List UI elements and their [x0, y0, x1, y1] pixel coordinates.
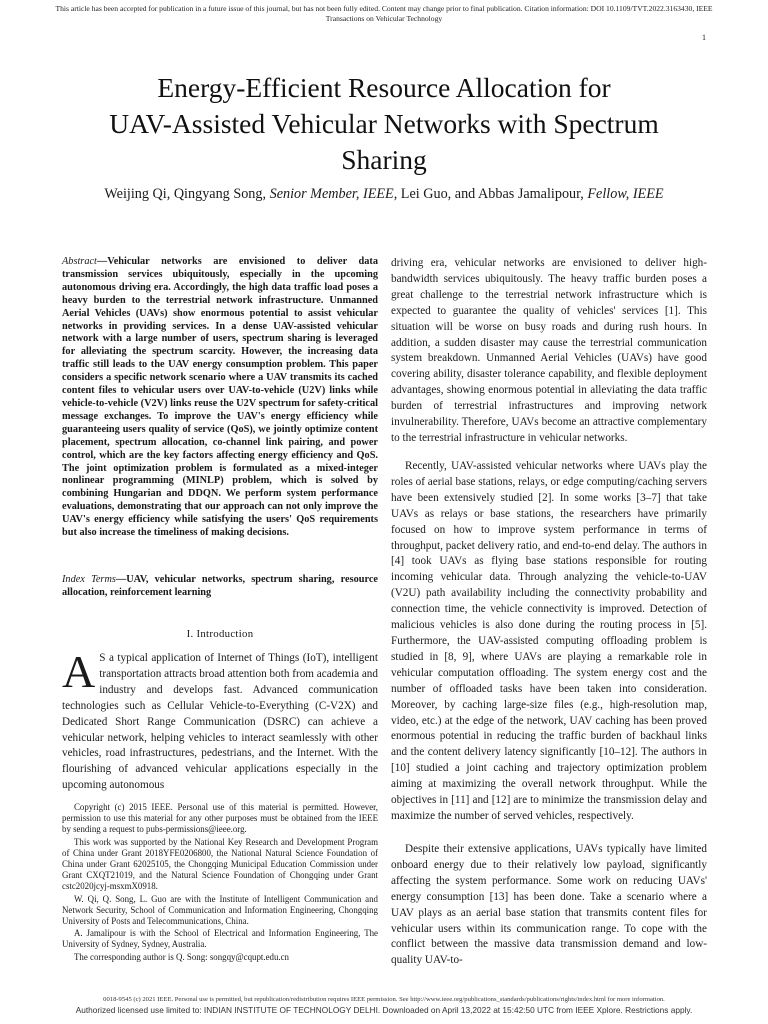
notice-line-2: Transactions on Vehicular Technology — [325, 13, 443, 23]
footnote-copyright: Copyright (c) 2015 IEEE. Personal use of this material is permitted. However, permission to use this material for any other purposes must be obtained from the IEEE by sending a request to pubs-permissions@ieee.org. — [62, 802, 378, 835]
abstract-lead: Abstract — [62, 256, 97, 267]
author-role-fellow: Fellow, IEEE — [587, 186, 664, 202]
page-number: 1 — [702, 33, 706, 42]
footnotes — [62, 802, 378, 963]
right-paragraph-2: Recently, UAV-assisted vehicular networks where UAVs play the roles of aerial base stations, relays, or edge computing/caching servers have been extensively studied [2]. In some works [3–7] that take UAVs as relays or base stations, the researchers have primarily focused on how to improve system performance in terms of throughput, packet delivery ratio, and end-to-end delay. The authors in [4] took UAVs as flying base stations responsible for routing incoming vehicular data. Through analyzing the vehicle-to-UAV (V2U) path availability including the connectivity probability and connection time, the vehicle connectivity is improved. Detection of malicious vehicles is also done during the routing process in [5]. Furthermore, the UAV-assisted computing offloading problem is studied in [8, 9], where UAVs are playing a remarkable role in vehicular computation offloading. The system energy cost and the number of offloaded tasks have been taken into consideration. Moreover, by caching large-size files (e.g., high-resolution map, video, etc.) at the edge of the network, UAV caching has been proved enormous potential in reducing the traffic burden of backhaul links and the content delivery latency significantly [10–12]. The authors in [10] studied a joint caching and trajectory optimization problem aiming at maximizing the overall network throughput. While the objectives in [11] and [12] are to minimize the transmission delay and maximize the number of served vehicles, respectively. — [391, 460, 707, 822]
title-line-1: Energy-Efficient Resource Allocation for — [157, 72, 611, 103]
authors-part-a: Weijing Qi, Qingyang Song, — [104, 186, 270, 202]
footnote-affiliation-2: A. Jamalipour is with the School of Electrical and Information Engineering, The University of Sydney, Sydney, Australia. — [62, 928, 378, 950]
author-list — [40, 184, 728, 204]
abstract-text: —Vehicular networks are envisioned to deliver data transmission services ubiquitously, especially in the upcoming autonomous driving era. Accordingly, the high data traffic load poses a heavy burden to the terrestrial network infrastructure. Unmanned Aerial Vehicles (UAVs) show enormous potential to assist vehicular networks in providing services. In a dense UAV-assisted vehicular network with a large number of users, spectrum sharing is leveraged for alleviating the spectrum scarcity. However, the increasing data traffic still leads to the UAV energy consumption problem. This paper considers a specific network scenario where a UAV transmits its cached content files to vehicular users over UAV-to-vehicle (U2V) links while vehicle-to-vehicle (V2V) links reuse the U2V spectrum for safety-critical message exchanges. To improve the UAV's energy efficiency while guaranteeing users quality of service (QoS), we jointly optimize content placement, spectrum allocation, co-channel link pairing, and power control, which are the key factors affecting energy efficiency and QoS. The joint optimization problem is formulated as a mixed-integer nonlinear programming (MINLP) problem, which is solved by combining Hungarian and DDQN. We perform system performance evaluations, demonstrating that our approach can not only improve the UAV's energy efficiency while satisfying the users' QoS requirements but also increase the timeliness of making decisions. — [62, 256, 378, 539]
right-paragraph-3: Despite their extensive applications, UAVs typically have limited onboard energy due to their relatively low payload, significantly affecting the system performance. Some work on reducing UAVs' energy consumption [13] has been done. Take a scenario where a UAV plays as an aerial base station that transmits content files for vehicular users within its communication range. To cope with the conflict between the massive data transmission demand and low-quality UAV-to- — [391, 843, 707, 967]
title-line-2: UAV-Assisted Vehicular Networks with Spectrum — [109, 108, 659, 139]
paper-title — [40, 70, 728, 178]
drop-cap: A — [62, 646, 96, 697]
author-role-senior: Senior Member, IEEE — [269, 186, 394, 202]
intro-paragraph — [62, 646, 378, 794]
index-terms-lead: Index Terms — [62, 574, 116, 585]
index-terms — [62, 574, 378, 600]
license-line: Authorized licensed use limited to: INDIAN INSTITUTE OF TECHNOLOGY DELHI. Downloaded on April 13,2022 at 15:42:50 UTC from IEEE Xplore. Restrictions apply. — [75, 1005, 693, 1015]
copyright-line: 0018-9545 (c) 2021 IEEE. Personal use is permitted, but republication/redistribution requires IEEE permission. See http://www.ieee.org/publications_standards/publications/rights/index.html for more information. — [103, 996, 665, 1003]
footnote-affiliation-1: W. Qi, Q. Song, L. Guo are with the Institute of Intelligent Communication and Network Security, School of Communication and Information Engineering, Chongqing University of Posts and Telecommunications, China. — [62, 893, 378, 927]
abstract — [62, 256, 378, 540]
authors-part-b: , Lei Guo, and Abbas Jamalipour, — [393, 186, 588, 202]
notice-line-1: This article has been accepted for publication in a future issue of this journal, but has not been fully edited. Content may change prior to final publication. Citation information: DOI 10.1109/TVT.2022.3163430, IEEE — [55, 4, 713, 13]
footnote-corresponding: The corresponding author is Q. Song: songqy@cqupt.edu.cn — [74, 951, 289, 962]
index-terms-text: —UAV, vehicular networks, spectrum sharing, resource allocation, reinforcement learning — [62, 574, 378, 598]
right-paragraph-1: driving era, vehicular networks are envisioned to deliver high-bandwidth services ubiquitously. The heavy traffic burden poses a great challenge to the terrestrial network infrastructure which is expected to guarantee the quality of vehicles' services [1]. This situation will be worse on busy roads and during rush hours. In addition, a sudden disaster may cause the terrestrial communication system breakdown. Unmanned Aerial Vehicles (UAVs) have good covering ability, disaster tolerance capability, and flexible deployment advantages, showing enormous potential in alleviating the data traffic burden of terrestrial infrastructures and improving network invulnerability. Therefore, UAVs become an attractive complementary to the terrestrial infrastructure in vehicular networks. — [391, 257, 707, 444]
section-heading: I. Introduction — [186, 628, 254, 640]
title-line-3: Sharing — [341, 144, 427, 175]
intro-text: S a typical application of Internet of Things (IoT), intelligent transportation attracts broad attention both from academia and industry and develops fast. Advanced communication technologies such as Cellular Vehicle-to-Everything (C-V2X) and Dedicated Short Range Communication (DSRC) can achieve a vehicular network, helping vehicles to interact seamlessly with other vehicles, road infrastructures, pedestrians, and the Internet. With the flourishing of advanced vehicular applications especially in the upcoming autonomous — [62, 652, 378, 792]
journal-notice — [0, 4, 768, 23]
footnote-funding: This work was supported by the National Key Research and Development Program of China under Grant 2018YFE0206800, the National Natural Science Foundation of China under Grant 62025105, the Chongqing Municipal Education Commission under Grant CXQT21019, and the Natural Science Foundation of Chongqing under Grant cstc2020jcyj-msxmX0918. — [62, 836, 378, 892]
